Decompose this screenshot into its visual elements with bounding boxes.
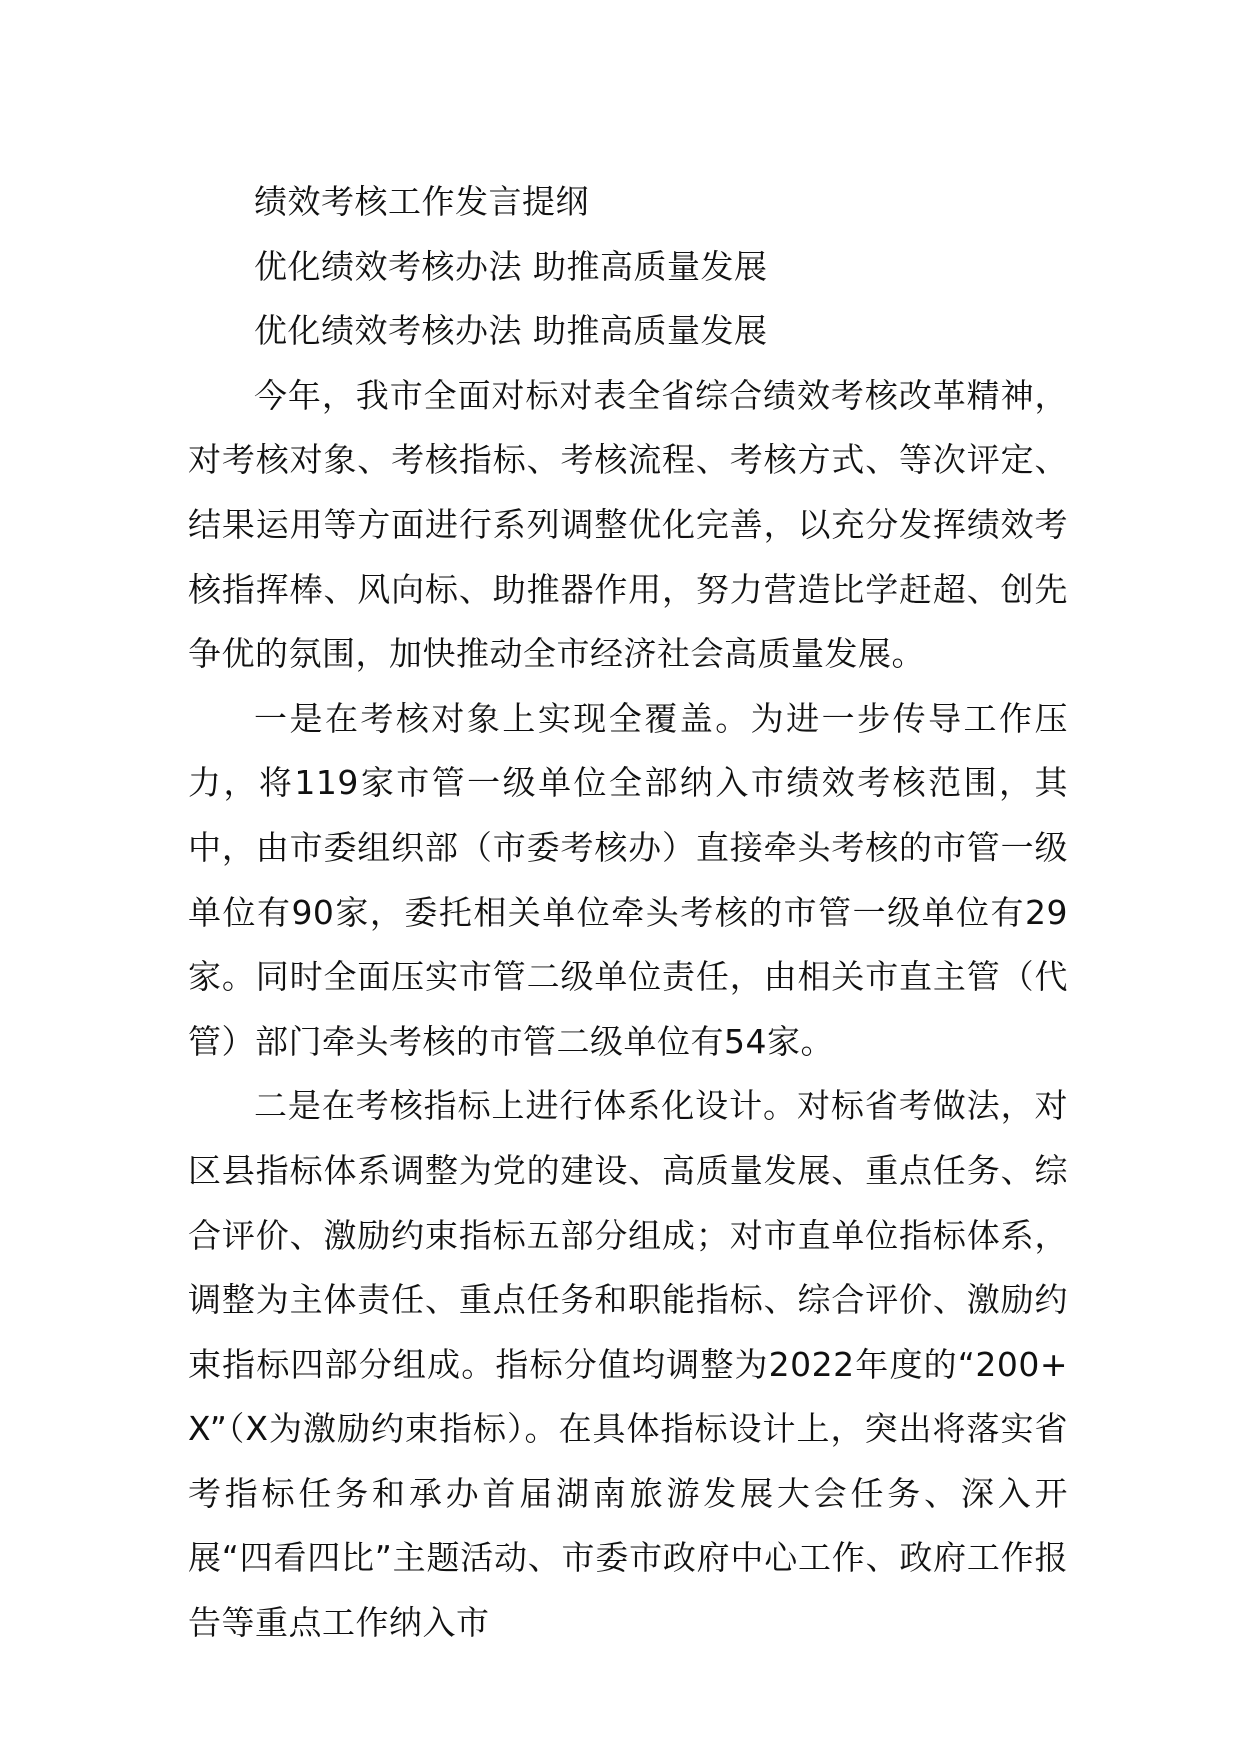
- body-paragraph-intro: 今年，我市全面对标对表全省综合绩效考核改革精神，对考核对象、考核指标、考核流程、考核方式、等次评定、结果运用等方面进行系列调整优化完善，以充分发挥绩效考核指挥棒、风向标、助推器作用，努力营造比学赶超、创先争优的氛围，加快推动全市经济社会高质量发展。: [188, 375, 1068, 674]
- body-paragraph-indicators: 二是在考核指标上进行体系化设计。对标省考做法，对区县指标体系调整为党的建设、高质量发展、重点任务、综合评价、激励约束指标五部分组成；对市直单位指标体系，调整为主体责任、重点任务和职能指标、综合评价、激励约束指标四部分组成。指标分值均调整为2022年度的“200+X”（X为激励约束指标）。在具体指标设计上，突出将落实省考指标任务和承办首届湖南旅游发展大会任务、深入开展“四看四比”主题活动、市委市政府中心工作、政府工作报告等重点工作纳入市: [188, 1086, 1068, 1643]
- document-body: [188, 170, 1068, 1656]
- doc-subtitle-repeat: 优化绩效考核办法 助推高质量发展: [254, 311, 768, 351]
- doc-title: 绩效考核工作发言提纲: [254, 182, 589, 221]
- body-paragraph-coverage: 一是在考核对象上实现全覆盖。为进一步传导工作压力，将119家市管一级单位全部纳入市绩效考核范围，其中，由市委组织部（市委考核办）直接牵头考核的市管一级单位有90家，委托相关单位牵头考核的市管一级单位有29家。同时全面压实市管二级单位责任，由相关市直主管（代管）部门牵头考核的市管二级单位有54家。: [188, 698, 1068, 1061]
- doc-subtitle: 优化绩效考核办法 助推高质量发展: [254, 246, 768, 286]
